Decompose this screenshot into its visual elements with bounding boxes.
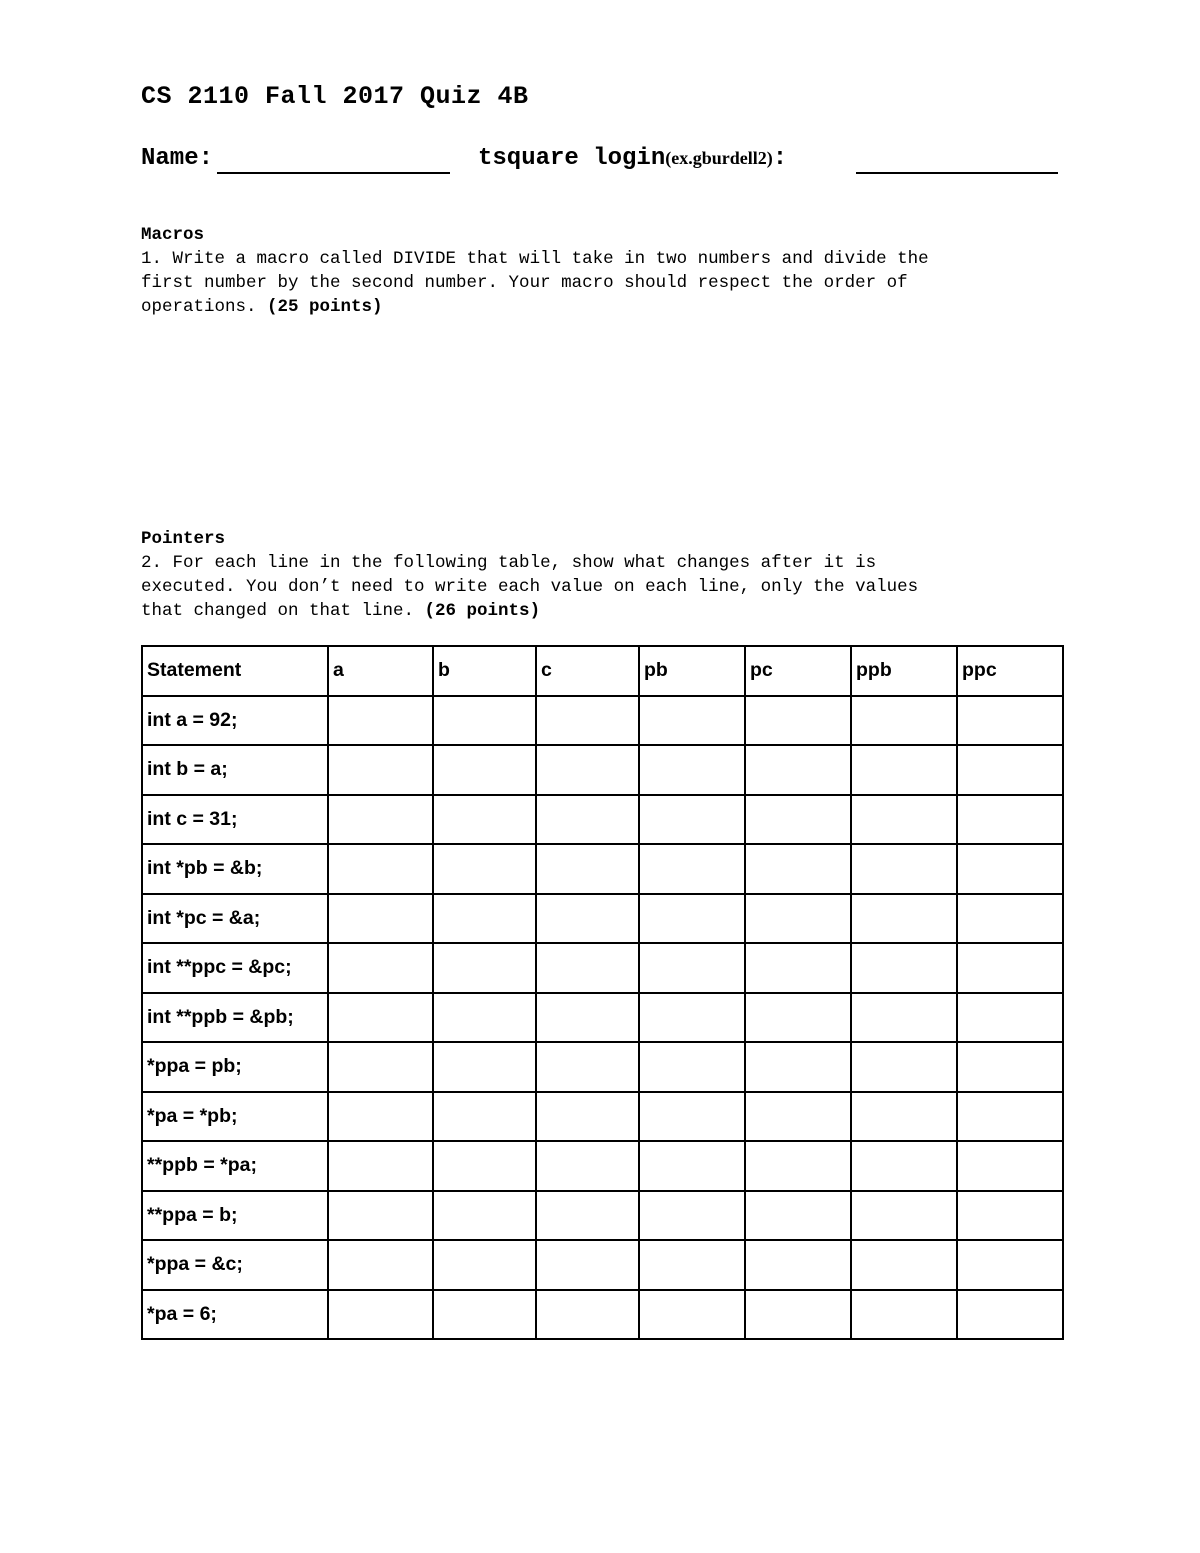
answer-cell[interactable] [639,745,745,795]
table-row [142,1042,1063,1092]
answer-cell[interactable] [745,1240,851,1290]
table-row [142,1092,1063,1142]
answer-cell[interactable] [639,696,745,746]
statement-cell: int **ppc = &pc; [142,943,328,993]
answer-cell[interactable] [745,844,851,894]
statement-cell: int a = 92; [142,696,328,746]
macros-section [141,223,1041,319]
statement-cell: *ppa = pb; [142,1042,328,1092]
table-row [142,745,1063,795]
answer-cell[interactable] [433,894,536,944]
answer-cell[interactable] [328,894,433,944]
table-row [142,1240,1063,1290]
answer-cell[interactable] [536,1240,639,1290]
answer-cell[interactable] [328,993,433,1043]
statement-cell: int **ppb = &pb; [142,993,328,1043]
answer-cell[interactable] [536,943,639,993]
answer-cell[interactable] [851,894,957,944]
answer-cell[interactable] [536,1141,639,1191]
statement-cell: *pa = *pb; [142,1092,328,1142]
answer-cell[interactable] [433,993,536,1043]
answer-cell[interactable] [433,795,536,845]
answer-cell[interactable] [433,1290,536,1340]
table-row [142,1141,1063,1191]
answer-cell[interactable] [851,993,957,1043]
macros-points: (25 points) [267,297,383,317]
answer-cell[interactable] [433,943,536,993]
answer-cell[interactable] [639,1290,745,1340]
answer-cell[interactable] [745,1092,851,1142]
answer-cell[interactable] [536,1092,639,1142]
name-blank[interactable] [217,172,450,174]
statement-cell: int c = 31; [142,795,328,845]
answer-cell[interactable] [851,943,957,993]
statement-cell: *pa = 6; [142,1290,328,1340]
answer-cell[interactable] [957,894,1063,944]
answer-cell[interactable] [433,1191,536,1241]
statement-cell: int *pb = &b; [142,844,328,894]
header-cell-statement: Statement [142,646,328,696]
answer-cell[interactable] [328,745,433,795]
login-colon: : [772,145,788,172]
header-cell-ppb: ppb [851,646,957,696]
answer-cell[interactable] [536,993,639,1043]
answer-cell[interactable] [639,894,745,944]
answer-cell[interactable] [745,943,851,993]
answer-cell[interactable] [851,745,957,795]
answer-cell[interactable] [433,1141,536,1191]
statement-cell: int *pc = &a; [142,894,328,944]
answer-cell[interactable] [536,696,639,746]
quiz-title: CS 2110 Fall 2017 Quiz 4B [141,82,529,111]
answer-cell[interactable] [328,1042,433,1092]
answer-cell[interactable] [639,993,745,1043]
pointer-table [141,645,1064,1340]
macros-question-text: 1. Write a macro called DIVIDE that will take in two numbers and divide the first number by the second number. Your macro should respect the order of operations. [141,249,929,317]
answer-cell[interactable] [639,795,745,845]
answer-cell[interactable] [745,1042,851,1092]
answer-cell[interactable] [957,1290,1063,1340]
answer-cell[interactable] [328,1290,433,1340]
answer-cell[interactable] [957,1042,1063,1092]
header-cell-a: a [328,646,433,696]
answer-cell[interactable] [639,943,745,993]
login-blank[interactable] [856,172,1058,174]
header-cell-b: b [433,646,536,696]
answer-cell[interactable] [957,1191,1063,1241]
answer-cell[interactable] [328,1141,433,1191]
table-row [142,894,1063,944]
answer-cell[interactable] [536,745,639,795]
answer-cell[interactable] [957,696,1063,746]
answer-cell[interactable] [328,1240,433,1290]
answer-cell[interactable] [745,993,851,1043]
answer-cell[interactable] [328,696,433,746]
answer-cell[interactable] [639,1092,745,1142]
answer-cell[interactable] [433,1240,536,1290]
answer-cell[interactable] [536,795,639,845]
answer-cell[interactable] [328,943,433,993]
answer-cell[interactable] [639,1191,745,1241]
table-row [142,795,1063,845]
answer-cell[interactable] [745,1191,851,1241]
answer-cell[interactable] [433,844,536,894]
answer-cell[interactable] [433,745,536,795]
statement-cell: **ppb = *pa; [142,1141,328,1191]
answer-cell[interactable] [536,894,639,944]
answer-cell[interactable] [851,696,957,746]
answer-cell[interactable] [957,1141,1063,1191]
login-label: tsquare login [478,145,666,172]
answer-cell[interactable] [851,1092,957,1142]
answer-cell[interactable] [639,844,745,894]
pointers-question-text: 2. For each line in the following table, show what changes after it is executed. You don’t need to write each value on each line, only the values that changed on that line. [141,553,919,621]
answer-cell[interactable] [639,1240,745,1290]
table-row [142,844,1063,894]
table-row [142,943,1063,993]
answer-cell[interactable] [745,795,851,845]
statement-cell: int b = a; [142,745,328,795]
answer-cell[interactable] [328,1191,433,1241]
answer-cell[interactable] [957,1092,1063,1142]
login-example: (ex.gburdell2) [665,148,773,168]
macros-question [141,247,1041,319]
answer-cell[interactable] [851,1141,957,1191]
header-cell-ppc: ppc [957,646,1063,696]
answer-cell[interactable] [639,1042,745,1092]
answer-cell[interactable] [851,1240,957,1290]
student-info-row [141,145,1061,177]
pointers-heading: Pointers [141,529,226,549]
answer-cell[interactable] [957,993,1063,1043]
answer-cell[interactable] [433,696,536,746]
answer-cell[interactable] [745,894,851,944]
answer-cell[interactable] [745,745,851,795]
answer-cell[interactable] [851,1290,957,1340]
answer-cell[interactable] [328,1092,433,1142]
name-label: Name: [141,145,214,172]
answer-cell[interactable] [745,1141,851,1191]
answer-cell[interactable] [536,1191,639,1241]
answer-cell[interactable] [851,1042,957,1092]
statement-cell: **ppa = b; [142,1191,328,1241]
pointers-question [141,551,1041,623]
answer-cell[interactable] [433,1092,536,1142]
answer-cell[interactable] [851,844,957,894]
answer-cell[interactable] [851,1191,957,1241]
statement-cell: *ppa = &c; [142,1240,328,1290]
answer-cell[interactable] [328,844,433,894]
header-cell-pc: pc [745,646,851,696]
answer-cell[interactable] [957,795,1063,845]
macros-heading: Macros [141,225,205,245]
answer-cell[interactable] [957,844,1063,894]
answer-cell[interactable] [536,844,639,894]
header-cell-pb: pb [639,646,745,696]
answer-cell[interactable] [957,1240,1063,1290]
login-label-group [478,145,787,172]
answer-cell[interactable] [957,943,1063,993]
answer-cell[interactable] [851,795,957,845]
answer-cell[interactable] [536,1290,639,1340]
pointers-points: (26 points) [424,601,541,621]
header-cell-c: c [536,646,639,696]
answer-cell[interactable] [536,1042,639,1092]
answer-cell[interactable] [745,1290,851,1340]
answer-cell[interactable] [745,696,851,746]
pointers-section [141,527,1041,623]
table-header-row [142,646,1063,696]
table-row [142,1290,1063,1340]
answer-cell[interactable] [957,745,1063,795]
table-row [142,993,1063,1043]
table-row [142,1191,1063,1241]
answer-cell[interactable] [433,1042,536,1092]
answer-cell[interactable] [639,1141,745,1191]
answer-cell[interactable] [328,795,433,845]
table-row [142,696,1063,746]
